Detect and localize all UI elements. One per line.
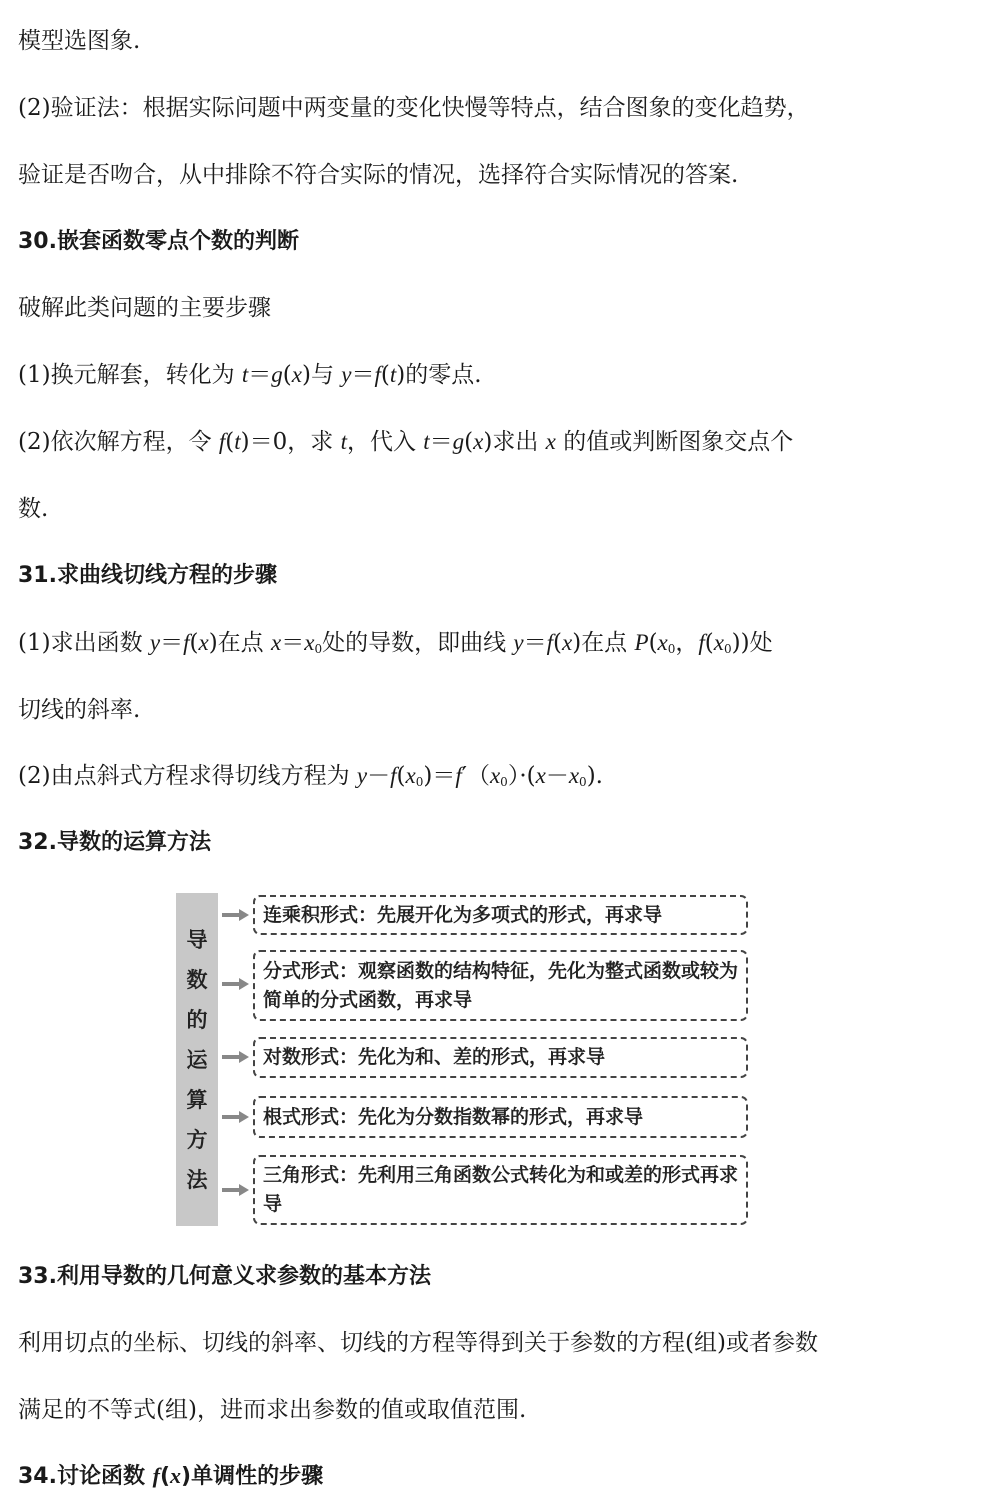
vertical-title-char: 导	[186, 927, 208, 952]
text-line: 满足的不等式(组)，进而求出参数的值或取值范围.	[18, 1397, 527, 1423]
section-heading-34: 34.讨论函数 f(x)单调性的步骤	[18, 1463, 324, 1489]
text-line: (2)验证法：根据实际问题中两变量的变化快慢等特点，结合图象的变化趋势，	[18, 95, 810, 121]
vertical-title-char: 算	[186, 1087, 208, 1112]
method-box-radical: 根式形式：先化为分数指数幂的形式，再求导	[253, 1096, 748, 1138]
arrow-right-icon	[222, 1183, 250, 1197]
step-line: (1)换元解套，转化为 t＝g(x)与 y＝f(t)的零点.	[18, 362, 482, 388]
diagram-vertical-title	[176, 893, 218, 1226]
text-line: 利用切点的坐标、切线的斜率、切线的方程等得到关于参数的方程(组)或者参数	[18, 1330, 818, 1356]
text-line: 模型选图象.	[18, 28, 141, 54]
text-line: 数.	[18, 496, 49, 522]
step-line: (2)由点斜式方程求得切线方程为 $y-f(x_0)=f'(x_0)\cdot(x-x_0)$.	[18, 763, 603, 789]
method-box-trig: 三角形式：先利用三角函数公式转化为和或差的形式再求导	[253, 1155, 748, 1225]
text-line: 破解此类问题的主要步骤	[18, 295, 271, 321]
method-box-product: 连乘积形式：先展开化为多项式的形式，再求导	[253, 895, 748, 935]
method-box-logarithm: 对数形式：先化为和、差的形式，再求导	[253, 1037, 748, 1078]
arrow-right-icon	[222, 977, 250, 991]
text-line: 验证是否吻合，从中排除不符合实际的情况，选择符合实际情况的答案.	[18, 162, 739, 188]
section-heading-32: 32.导数的运算方法	[18, 830, 211, 855]
derivative-methods-diagram	[176, 893, 756, 1226]
vertical-title-char: 方	[186, 1127, 208, 1152]
step-line: (2)依次解方程，令 f(t)＝0，求 t，代入 t＝g(x)求出 x 的值或判断图象交点个	[18, 429, 794, 455]
vertical-title-char: 数	[186, 967, 208, 992]
text-line: 切线的斜率.	[18, 697, 141, 723]
arrow-right-icon	[222, 1050, 250, 1064]
vertical-title-char: 的	[186, 1007, 208, 1032]
step-line: (1)求出函数 y＝f(x)在点 $x=x_0$处的导数，即曲线 y＝f(x)在点 $P(x_0$，$f(x_0)$)处	[18, 630, 773, 656]
section-heading-31: 31.求曲线切线方程的步骤	[18, 563, 277, 588]
vertical-title-char: 运	[186, 1047, 208, 1072]
section-heading-33: 33.利用导数的几何意义求参数的基本方法	[18, 1264, 431, 1289]
arrow-right-icon	[222, 1110, 250, 1124]
arrow-right-icon	[222, 908, 250, 922]
method-box-fraction: 分式形式：观察函数的结构特征，先化为整式函数或较为简单的分式函数，再求导	[253, 950, 748, 1021]
vertical-title-char: 法	[186, 1167, 208, 1192]
section-heading-30: 30.嵌套函数零点个数的判断	[18, 229, 299, 254]
